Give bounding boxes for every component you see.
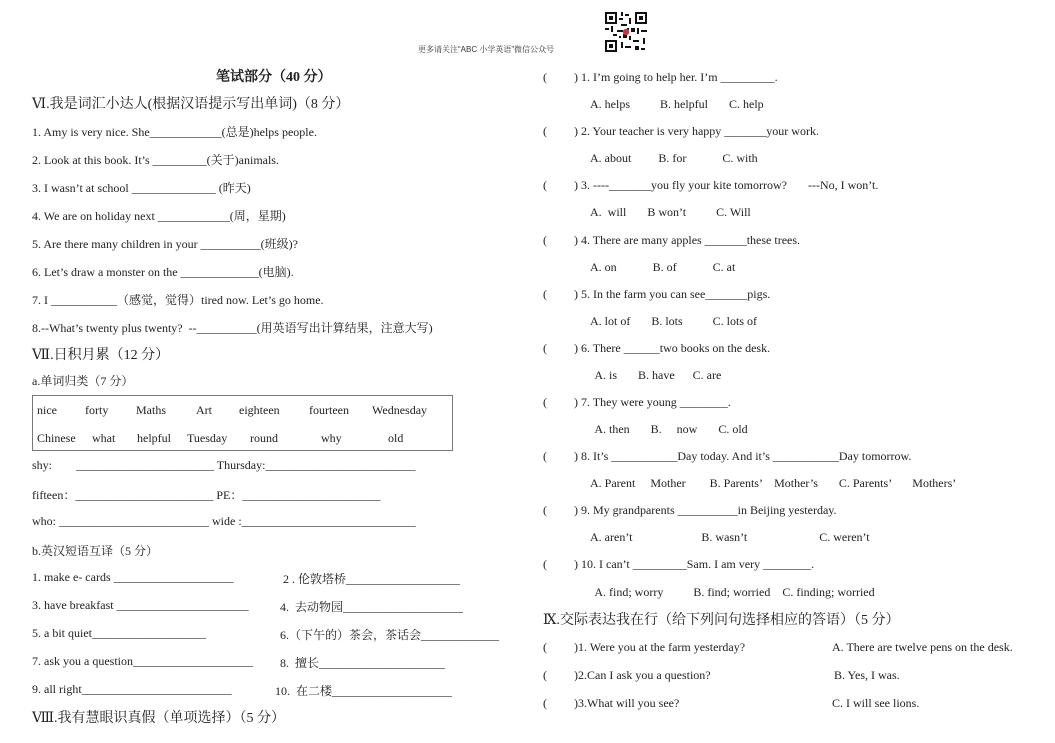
mc-options: A. is B. have C. are	[592, 368, 722, 382]
mc-question: ( ) 1. I’m going to help her. I’m _________.	[543, 70, 778, 84]
phrase-item: 9. all right_________________________	[32, 682, 232, 696]
mc-question: ( ) 6. There ______two books on the desk.	[543, 341, 771, 355]
classify-line: who: _________________________ wide :_____________________________	[32, 514, 416, 528]
vocab-question: 8.--What’s twenty plus twenty? --__________(用英语写出计算结果，注意大写)	[32, 321, 433, 335]
word: what	[92, 431, 116, 445]
mc-options: A. lot of B. lots C. lots of	[590, 314, 758, 328]
vocab-question: 6. Let’s draw a monster on the _____________(电脑).	[32, 265, 294, 279]
word: fourteen	[309, 403, 349, 417]
section-6-title: Ⅵ.我是词汇小达人(根据汉语提示写出单词)（8 分）	[32, 97, 350, 112]
mc-options: A. about B. for C. with	[590, 151, 758, 165]
phrase-item: 5. a bit quiet___________________	[32, 626, 206, 640]
word: round	[250, 431, 278, 445]
mc-options: A. Parent Mother B. Parents’ Mother’s C. Parents’ Mothers’	[590, 476, 957, 490]
dialogue-answer: C. I will see lions.	[832, 696, 920, 710]
mc-question: ( ) 2. Your teacher is very happy _______your work.	[543, 124, 819, 138]
word: Maths	[136, 403, 166, 417]
dialogue-answer: B. Yes, I was.	[834, 668, 900, 682]
mc-options: A. find; worry B. find; worried C. finding; worried	[592, 585, 875, 599]
word: Chinese	[37, 431, 76, 445]
word: eighteen	[239, 403, 280, 417]
phrase-item: 2 . 伦敦塔桥___________________	[283, 572, 461, 586]
mc-options: A. helps B. helpful C. help	[590, 97, 764, 111]
dialogue-question: ( )2.Can I ask you a question?	[543, 668, 711, 682]
word-box	[32, 395, 453, 451]
word: old	[388, 431, 404, 445]
phrase-item: 4. 去动物园____________________	[280, 600, 464, 614]
dialogue-question: ( )1. Were you at the farm yesterday?	[543, 640, 746, 654]
section-7-title: Ⅶ.日积月累（12 分）	[32, 348, 170, 363]
mc-options: A. aren’t B. wasn’t C. weren’t	[590, 530, 870, 544]
word: helpful	[137, 431, 171, 445]
mc-question: ( ) 10. I can’t _________Sam. I am very ________.	[543, 557, 815, 571]
dialogue-answer: A. There are twelve pens on the desk.	[832, 640, 1013, 654]
word: Art	[196, 403, 212, 417]
subsection-b-title: b.英汉短语互译（5 分）	[32, 544, 159, 558]
mc-question: ( ) 7. They were young ________.	[543, 395, 731, 409]
word: why	[321, 431, 342, 445]
vocab-question: 4. We are on holiday next ____________(周，星期)	[32, 209, 286, 223]
phrase-item: 10. 在二楼____________________	[275, 684, 453, 698]
mc-question: ( ) 3. ----_______you fly your kite tomorrow? ---No, I won’t.	[543, 178, 879, 192]
header-note: 更多请关注“ABC 小学英语”微信公众号	[418, 45, 554, 54]
vocab-question: 5. Are there many children in your __________(班级)?	[32, 237, 298, 251]
mc-question: ( ) 9. My grandparents __________in Beijing yesterday.	[543, 503, 837, 517]
phrase-item: 7. ask you a question____________________	[32, 654, 253, 668]
part-title: 笔试部分（40 分）	[216, 70, 332, 85]
subsection-a-title: a.单词归类（7 分）	[32, 374, 134, 388]
mc-question: ( ) 5. In the farm you can see_______pigs.	[543, 287, 771, 301]
word: nice	[37, 403, 57, 417]
mc-options: A. then B. now C. old	[592, 422, 748, 436]
mc-options: A. on B. of C. at	[590, 260, 736, 274]
phrase-item: 3. have breakfast ______________________	[32, 598, 249, 612]
dialogue-question: ( )3.What will you see?	[543, 696, 680, 710]
phrase-item: 8. 擅长_____________________	[280, 656, 446, 670]
mc-options: A. will B won’t C. Will	[590, 205, 751, 219]
mc-question: ( ) 8. It’s ___________Day today. And it’s ___________Day tomorrow.	[543, 449, 912, 463]
vocab-question: 3. I wasn’t at school ______________ (昨天)	[32, 181, 251, 195]
phrase-item: 1. make e- cards ____________________	[32, 570, 234, 584]
mc-question: ( ) 4. There are many apples _______these trees.	[543, 233, 801, 247]
classify-line: shy: _______________________ Thursday:_________________________	[32, 458, 416, 472]
vocab-question: 2. Look at this book. It’s _________(关于)animals.	[32, 153, 279, 167]
qr-code-icon	[605, 12, 647, 52]
classify-line: fifteen：_______________________ PE：_______________________	[32, 488, 381, 502]
phrase-item: 6.（下午的）茶会，茶话会_____________	[280, 628, 500, 642]
word: Tuesday	[187, 431, 228, 445]
vocab-question: 1. Amy is very nice. She____________(总是)helps people.	[32, 125, 317, 139]
section-9-title: Ⅸ.交际表达我在行（给下列问句选择相应的答语）（5 分）	[543, 613, 900, 628]
section-8-title: Ⅷ.我有慧眼识真假（单项选择）（5 分）	[32, 711, 286, 726]
word: forty	[85, 403, 109, 417]
word: Wednesday	[372, 403, 428, 417]
vocab-question: 7. I ___________（感觉，觉得）tired now. Let’s go home.	[32, 293, 324, 307]
